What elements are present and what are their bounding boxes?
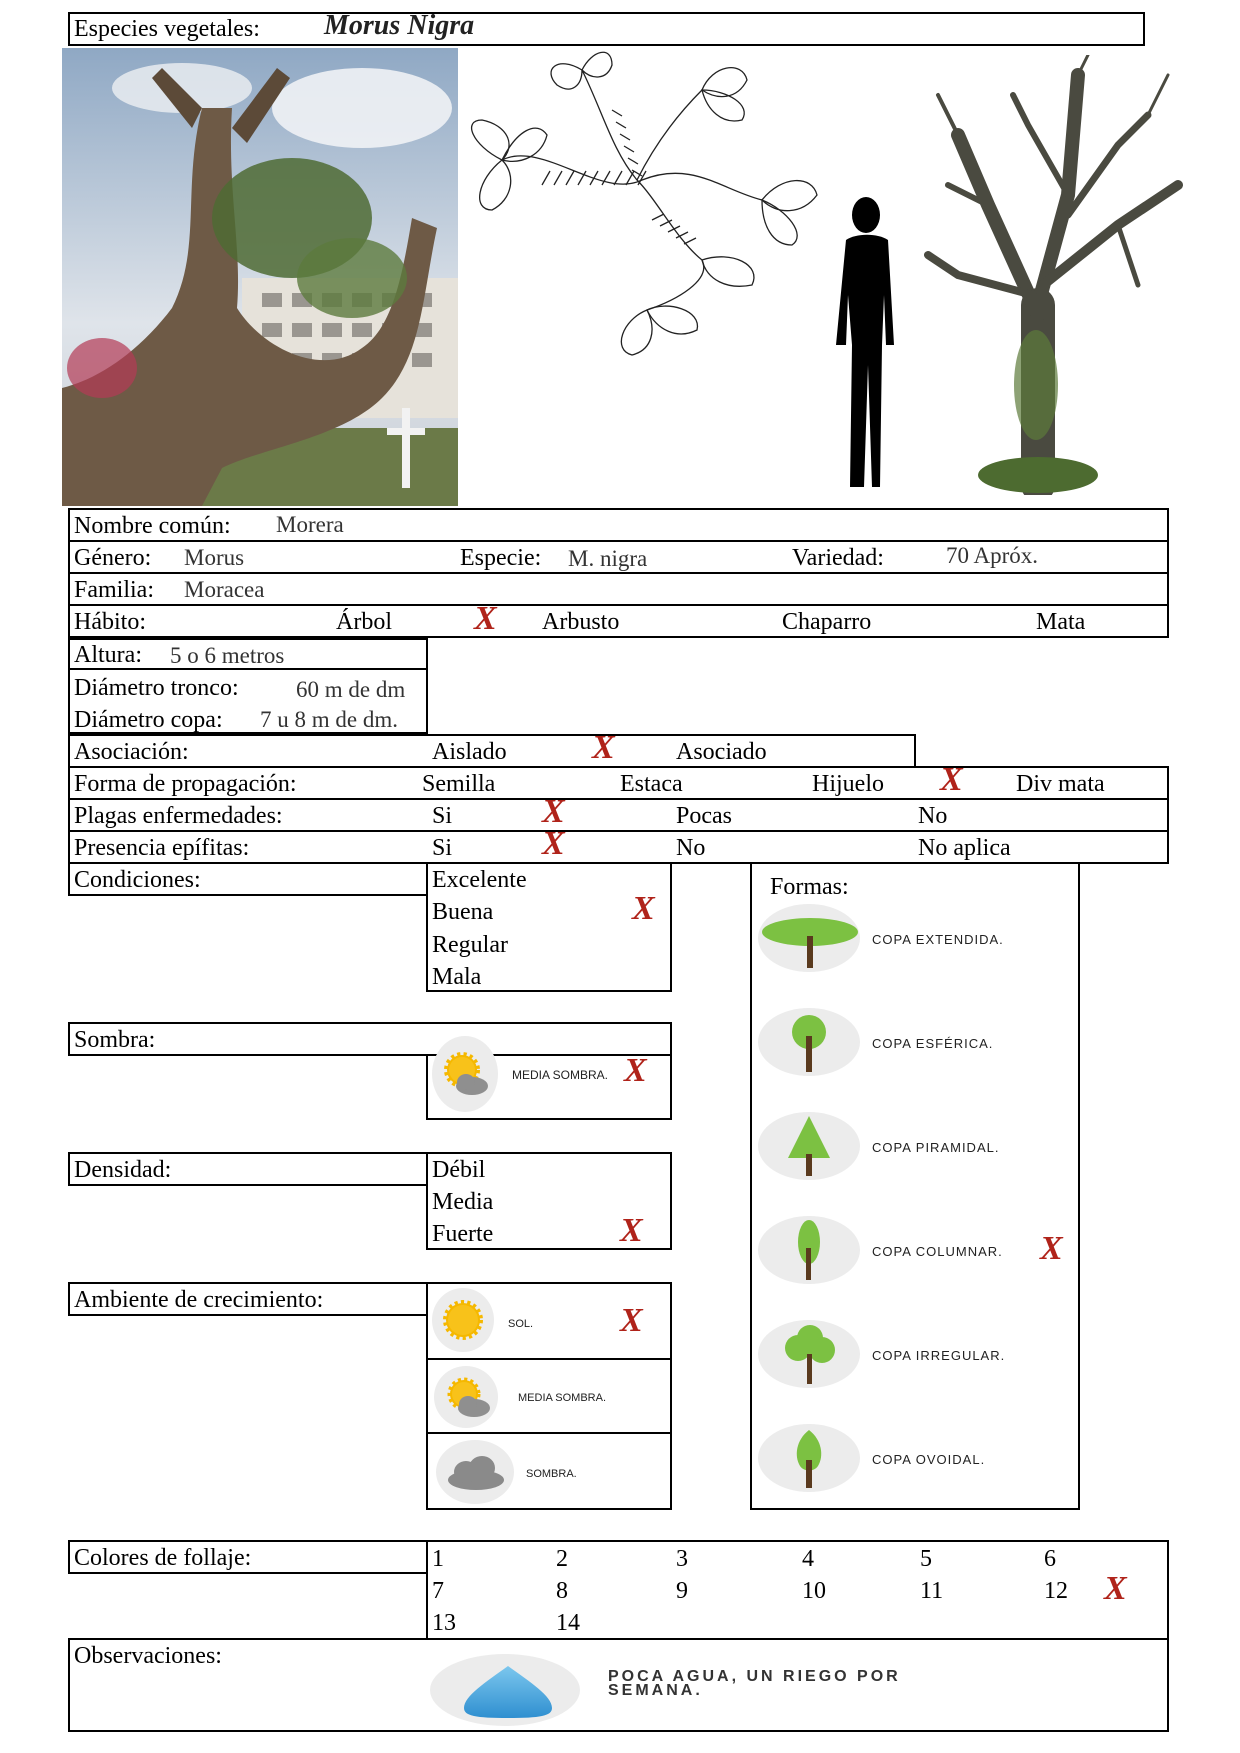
foliage-color-7: 7 bbox=[432, 1578, 444, 1604]
foliage-color-9: 9 bbox=[676, 1578, 688, 1604]
growth-option-sombra: SOMBRA. bbox=[526, 1468, 577, 1480]
species-header-label: Especies vegetales: bbox=[74, 16, 260, 42]
family-value: Moracea bbox=[184, 577, 265, 602]
habit-option-chaparro: Chaparro bbox=[782, 609, 872, 635]
propagation-label: Forma de propagación: bbox=[74, 771, 297, 797]
spreading-crown-icon-graphic bbox=[760, 914, 860, 970]
variety-value: 70 Apróx. bbox=[946, 543, 1038, 568]
water-drop-icon-graphic bbox=[460, 1662, 556, 1720]
pyramidal-crown-icon-graphic bbox=[784, 1114, 834, 1178]
common-name-row bbox=[68, 508, 1169, 542]
habit-mark: X bbox=[474, 600, 497, 637]
trunk-label: Diámetro tronco: bbox=[74, 675, 239, 701]
common-name-value: Morera bbox=[276, 512, 344, 537]
epiphytes-option-si: Si bbox=[432, 835, 453, 861]
growth-mark: X bbox=[620, 1302, 643, 1339]
pests-option-pocas: Pocas bbox=[676, 803, 732, 829]
foliage-color-3: 3 bbox=[676, 1546, 688, 1572]
foliage-color-4: 4 bbox=[802, 1546, 814, 1572]
foliage-color-2: 2 bbox=[556, 1546, 568, 1572]
observations-label: Observaciones: bbox=[74, 1643, 222, 1669]
growth-divider-2 bbox=[426, 1432, 672, 1434]
form-columnar: COPA COLUMNAR. bbox=[872, 1244, 1003, 1259]
conditions-option-excelente: Excelente bbox=[432, 867, 527, 893]
trunk-value: 60 m de dm bbox=[296, 677, 406, 702]
foliage-color-12: 12 bbox=[1044, 1578, 1068, 1604]
foliage-color-11: 11 bbox=[920, 1578, 944, 1604]
conditions-option-regular: Regular bbox=[432, 932, 508, 958]
forms-label: Formas: bbox=[770, 874, 849, 900]
density-option-media: Media bbox=[432, 1189, 494, 1215]
propagation-mark: X bbox=[940, 761, 963, 798]
density-option-fuerte: Fuerte bbox=[432, 1221, 494, 1247]
growth-label: Ambiente de crecimiento: bbox=[74, 1287, 324, 1313]
habit-option-mata: Mata bbox=[1036, 609, 1086, 635]
foliage-color-5: 5 bbox=[920, 1546, 932, 1572]
association-option-aislado: Aislado bbox=[432, 739, 507, 765]
irregular-crown-icon-graphic bbox=[778, 1322, 840, 1386]
pests-mark: X bbox=[542, 793, 565, 830]
bare-tree-illustration bbox=[918, 55, 1198, 495]
growth-option-media-sombra: MEDIA SOMBRA. bbox=[518, 1392, 607, 1404]
species-label: Especie: bbox=[460, 545, 542, 571]
foliage-color-8: 8 bbox=[556, 1578, 568, 1604]
density-option-debil: Débil bbox=[432, 1157, 486, 1183]
density-label: Densidad: bbox=[74, 1157, 172, 1183]
leaf-illustration bbox=[462, 50, 824, 370]
density-mark: X bbox=[620, 1212, 643, 1249]
conditions-option-mala: Mala bbox=[432, 964, 482, 990]
association-mark: X bbox=[592, 729, 615, 766]
growth-divider-1 bbox=[426, 1358, 672, 1360]
species-name: Morus Nigra bbox=[324, 10, 475, 41]
propagation-option-semilla: Semilla bbox=[422, 771, 496, 797]
crown-value: 7 u 8 m de dm. bbox=[260, 707, 398, 732]
epiphytes-option-noaplica: No aplica bbox=[918, 835, 1011, 861]
pests-option-no: No bbox=[918, 803, 948, 829]
foliage-mark: X bbox=[1104, 1570, 1127, 1607]
form-irregular: COPA IRREGULAR. bbox=[872, 1348, 1006, 1363]
shade-option-text: MEDIA SOMBRA. bbox=[512, 1068, 609, 1082]
epiphytes-option-no: No bbox=[676, 835, 706, 861]
foliage-color-14: 14 bbox=[556, 1610, 580, 1636]
conditions-label: Condiciones: bbox=[74, 867, 201, 893]
foliage-label: Colores de follaje: bbox=[74, 1545, 252, 1571]
shade-label-box bbox=[68, 1022, 672, 1056]
genus-label: Género: bbox=[74, 545, 152, 571]
form-ovoid: COPA OVOIDAL. bbox=[872, 1452, 986, 1467]
columnar-crown-icon-graphic bbox=[794, 1218, 824, 1282]
form-pyramidal: COPA PIRAMIDAL. bbox=[872, 1140, 1000, 1155]
height-label: Altura: bbox=[74, 642, 142, 668]
form-spherical: COPA ESFÉRICA. bbox=[872, 1036, 994, 1051]
epiphytes-label: Presencia epífitas: bbox=[74, 835, 250, 861]
form-spreading: COPA EXTENDIDA. bbox=[872, 932, 1004, 947]
pests-option-si: Si bbox=[432, 803, 453, 829]
shade-mark: X bbox=[624, 1052, 647, 1089]
genus-value: Morus bbox=[184, 545, 245, 570]
foliage-color-1: 1 bbox=[432, 1546, 444, 1572]
habit-label: Hábito: bbox=[74, 609, 146, 635]
shade-cloud-icon-graphic bbox=[442, 1450, 508, 1494]
spherical-crown-icon-graphic bbox=[784, 1012, 834, 1074]
tree-photo bbox=[62, 48, 458, 506]
association-label: Asociación: bbox=[74, 739, 189, 765]
variety-label: Variedad: bbox=[792, 545, 884, 571]
species-value: M. nigra bbox=[568, 546, 648, 571]
conditions-mark: X bbox=[632, 890, 655, 927]
partial-shade-icon-graphic bbox=[436, 1044, 496, 1104]
foliage-color-10: 10 bbox=[802, 1578, 826, 1604]
pests-label: Plagas enfermedades: bbox=[74, 803, 283, 829]
foliage-color-6: 6 bbox=[1044, 1546, 1056, 1572]
propagation-option-estaca: Estaca bbox=[620, 771, 683, 797]
shade-label: Sombra: bbox=[74, 1027, 156, 1053]
growth-option-sol: SOL. bbox=[508, 1318, 534, 1330]
crown-label: Diámetro copa: bbox=[74, 707, 223, 733]
partial-shade-icon-2-graphic bbox=[440, 1370, 496, 1426]
propagation-option-divmata: Div mata bbox=[1016, 771, 1105, 797]
observations-text: POCA AGUA, UN RIEGO POR SEMANA. bbox=[608, 1668, 901, 1699]
forms-mark: X bbox=[1040, 1230, 1063, 1267]
habit-option-arbusto: Arbusto bbox=[542, 609, 620, 635]
human-silhouette bbox=[828, 195, 898, 495]
foliage-color-13: 13 bbox=[432, 1610, 456, 1636]
height-value: 5 o 6 metros bbox=[170, 643, 285, 668]
sun-icon-graphic bbox=[437, 1294, 489, 1346]
common-name-label: Nombre común: bbox=[74, 513, 231, 539]
epiphytes-mark: X bbox=[542, 825, 565, 862]
propagation-option-hijuelo: Hijuelo bbox=[812, 771, 884, 797]
ovoid-crown-icon-graphic bbox=[792, 1426, 826, 1490]
family-label: Familia: bbox=[74, 577, 154, 603]
association-option-asociado: Asociado bbox=[676, 739, 767, 765]
habit-option-arbol: Árbol bbox=[336, 609, 392, 635]
conditions-option-buena: Buena bbox=[432, 899, 494, 925]
